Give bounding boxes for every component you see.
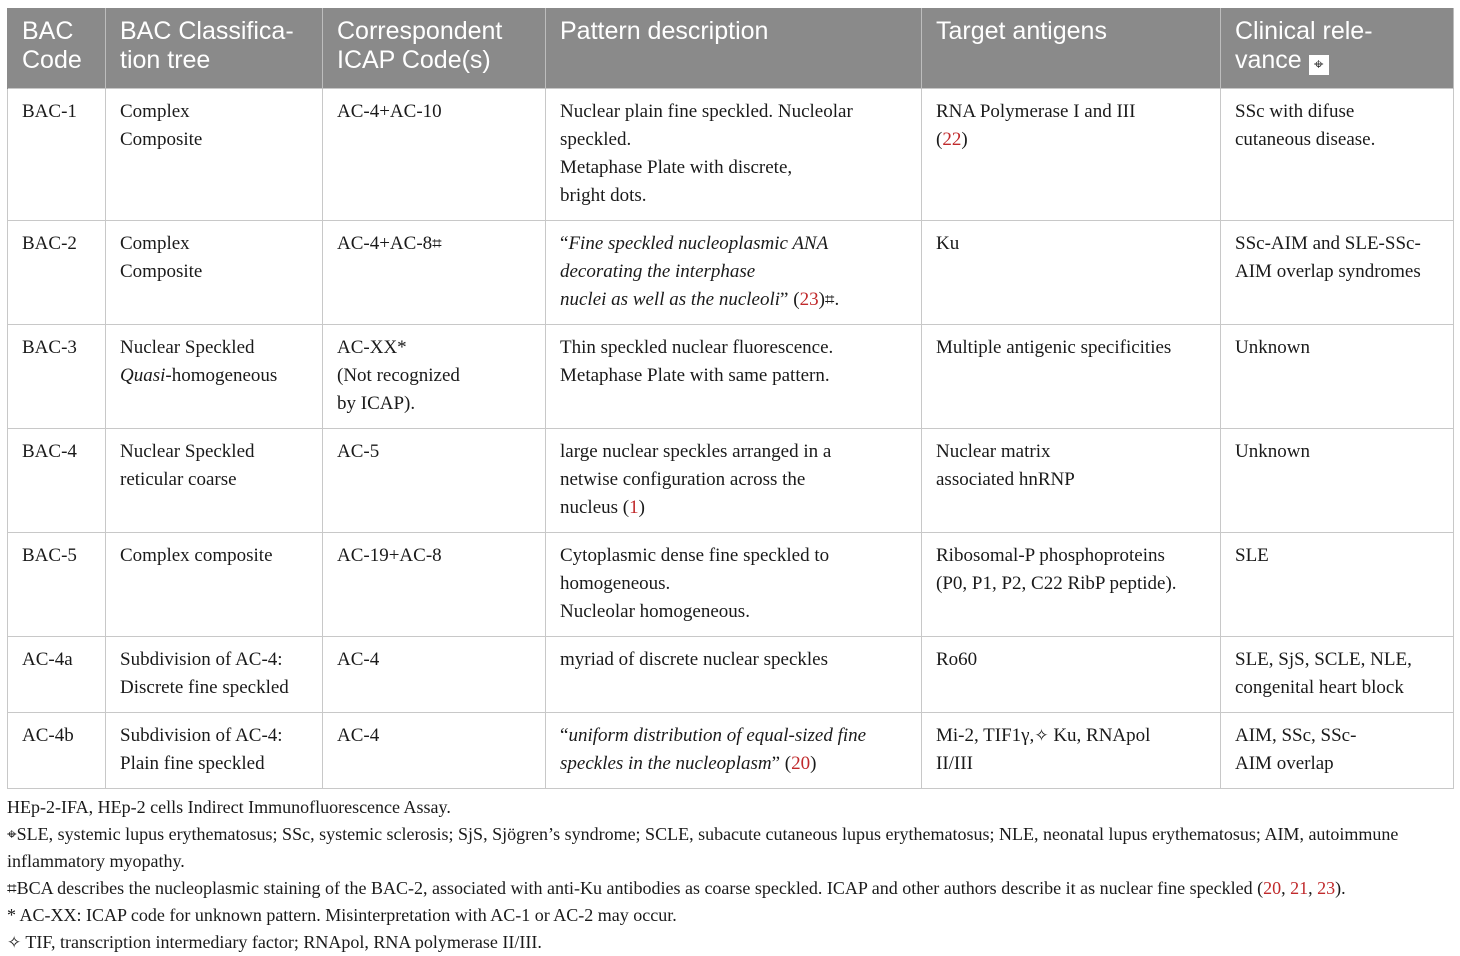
cell-code: BAC-1 bbox=[8, 89, 106, 221]
cell-antigens: Multiple antigenic specificities bbox=[922, 325, 1221, 429]
quote: “ bbox=[560, 725, 568, 746]
crosshair-icon: ⌖ bbox=[1309, 55, 1329, 75]
header-text: tion tree bbox=[120, 46, 210, 74]
paren: ) bbox=[810, 753, 816, 774]
header-text: Correspondent bbox=[337, 17, 502, 45]
quote: “ bbox=[560, 233, 568, 254]
cell-icap bbox=[323, 637, 546, 713]
cell-clinical: Unknown bbox=[1221, 429, 1454, 533]
reference-link[interactable]: 23 bbox=[1317, 878, 1335, 898]
cell-line: Mi-2, TIF1γ, bbox=[936, 725, 1034, 746]
crosshair-icon: ⌖ bbox=[7, 825, 17, 845]
reference-link[interactable]: 1 bbox=[629, 497, 639, 518]
cell-tree bbox=[106, 429, 323, 533]
table-row bbox=[8, 713, 1454, 789]
cell-icap bbox=[323, 325, 546, 429]
table-row bbox=[8, 325, 1454, 429]
cell-antigens bbox=[922, 533, 1221, 637]
cell-pattern bbox=[546, 637, 922, 713]
header-pattern-description bbox=[546, 8, 922, 89]
cell-line: associated hnRNP bbox=[936, 469, 1075, 490]
table-container bbox=[7, 8, 1453, 789]
cell-tree bbox=[106, 533, 323, 637]
cell-line: homogeneous. bbox=[560, 573, 670, 594]
cell-antigens bbox=[922, 713, 1221, 789]
cell-line: large nuclear speckles arranged in a bbox=[560, 441, 831, 462]
cell-line: (P0, P1, P2, C22 RibP peptide). bbox=[936, 573, 1177, 594]
cell-line: Nuclear matrix bbox=[936, 441, 1050, 462]
cell-code: BAC-3 bbox=[8, 325, 106, 429]
cell-icap bbox=[323, 89, 546, 221]
header-text: ICAP Code(s) bbox=[337, 46, 491, 74]
cell-line: AC-4+AC-8 bbox=[337, 233, 432, 254]
footnote-text: HEp-2-IFA, HEp-2 cells Indirect Immunofluorescence Assay. bbox=[7, 797, 451, 817]
paren: ) bbox=[819, 289, 825, 310]
grid-icon: ⌗ bbox=[432, 234, 442, 254]
header-text: Target antigens bbox=[936, 17, 1107, 45]
cell-code: AC-4a bbox=[8, 637, 106, 713]
table-row bbox=[8, 533, 1454, 637]
quote: ” ( bbox=[780, 289, 800, 310]
footnote-text: TIF, transcription intermediary factor; RNApol, RNA polymerase II/III. bbox=[21, 932, 542, 952]
reference-link[interactable]: 22 bbox=[942, 129, 961, 150]
cell-line: Nucleolar homogeneous. bbox=[560, 601, 750, 622]
cell-code: BAC-4 bbox=[8, 429, 106, 533]
footnote-text: * AC-XX: ICAP code for unknown pattern. Misinterpretation with AC-1 or AC-2 may occur. bbox=[7, 905, 677, 925]
cell-pattern bbox=[546, 325, 922, 429]
cell-antigens: Ro60 bbox=[922, 637, 1221, 713]
table-row bbox=[8, 637, 1454, 713]
table-row bbox=[8, 221, 1454, 325]
cell-line: (Not recognized bbox=[337, 365, 460, 386]
cell-line: Quasi bbox=[120, 365, 165, 386]
cell-line: Thin speckled nuclear fluorescence. bbox=[560, 337, 833, 358]
separator: , bbox=[1281, 878, 1290, 898]
cell-tree bbox=[106, 89, 323, 221]
cell-line: Metaphase Plate with same pattern. bbox=[560, 365, 830, 386]
cell-line: nuclei as well as the nucleoli bbox=[560, 289, 780, 310]
cell-line: AC-XX* bbox=[337, 337, 407, 358]
header-target-antigens bbox=[922, 8, 1221, 89]
cell-clinical: Unknown bbox=[1221, 325, 1454, 429]
sparkle-icon: ✧ bbox=[7, 933, 21, 953]
cell-line: AC-5 bbox=[337, 441, 379, 462]
cell-antigens bbox=[922, 89, 1221, 221]
cell-code: BAC-2 bbox=[8, 221, 106, 325]
cell-line: Nuclear Speckled bbox=[120, 441, 255, 462]
cell-line: -homogeneous bbox=[165, 365, 277, 386]
table-footnotes bbox=[7, 794, 1453, 956]
cell-clinical bbox=[1221, 221, 1454, 325]
cell-icap bbox=[323, 533, 546, 637]
cell-line: Nuclear Speckled bbox=[120, 337, 255, 358]
cell-line: SSc-AIM and SLE-SSc- bbox=[1235, 233, 1421, 254]
grid-icon: ⌗ bbox=[7, 879, 17, 899]
bac-classification-table bbox=[7, 8, 1454, 789]
cell-icap bbox=[323, 221, 546, 325]
cell-line: AIM overlap syndromes bbox=[1235, 261, 1421, 282]
reference-link[interactable]: 20 bbox=[1263, 878, 1281, 898]
cell-line: Subdivision of AC-4: bbox=[120, 725, 283, 746]
cell-icap bbox=[323, 429, 546, 533]
header-text: BAC Classifica- bbox=[120, 17, 294, 45]
cell-clinical: SLE bbox=[1221, 533, 1454, 637]
cell-line: Plain fine speckled bbox=[120, 753, 265, 774]
cell-line: Ribosomal-P phosphoproteins bbox=[936, 545, 1165, 566]
cell-line: AC-4 bbox=[337, 725, 379, 746]
header-text: BAC bbox=[22, 17, 73, 45]
footnote bbox=[7, 794, 1453, 821]
footnote-text: inflammatory myopathy. bbox=[7, 851, 185, 871]
paren: ) bbox=[639, 497, 645, 518]
header-bac-code bbox=[8, 8, 106, 89]
cell-line: SLE, SjS, SCLE, NLE, bbox=[1235, 649, 1412, 670]
cell-line: by ICAP). bbox=[337, 393, 415, 414]
cell-line: AC-4 bbox=[337, 649, 379, 670]
paren: ). bbox=[1335, 878, 1346, 898]
cell-tree bbox=[106, 325, 323, 429]
footnote bbox=[7, 902, 1453, 929]
footnote-text: BCA describes the nucleoplasmic staining of the BAC-2, associated with anti-Ku antibodies as coarse speckled. ICAP and other authors describe it as nuclear fine speckled ( bbox=[17, 878, 1264, 898]
table-header-row bbox=[8, 8, 1454, 89]
cell-pattern bbox=[546, 713, 922, 789]
header-text: vance bbox=[1235, 46, 1302, 74]
footnote bbox=[7, 929, 1453, 956]
cell-antigens: Ku bbox=[922, 221, 1221, 325]
cell-pattern bbox=[546, 221, 922, 325]
period: . bbox=[834, 289, 839, 310]
cell-tree bbox=[106, 221, 323, 325]
separator: , bbox=[1308, 878, 1317, 898]
cell-line: Fine speckled nucleoplasmic ANA bbox=[568, 233, 828, 254]
header-text: Pattern description bbox=[560, 17, 768, 45]
cell-line: decorating the interphase bbox=[560, 261, 755, 282]
grid-icon: ⌗ bbox=[825, 290, 835, 310]
cell-pattern bbox=[546, 429, 922, 533]
cell-line: bright dots. bbox=[560, 185, 647, 206]
quote: ” ( bbox=[772, 753, 792, 774]
paren: ) bbox=[961, 129, 967, 150]
cell-icap bbox=[323, 713, 546, 789]
cell-line: Composite bbox=[120, 261, 202, 282]
header-text: Clinical rele- bbox=[1235, 17, 1373, 45]
cell-clinical bbox=[1221, 89, 1454, 221]
cell-line: congenital heart block bbox=[1235, 677, 1404, 698]
header-icap-codes bbox=[323, 8, 546, 89]
cell-line: AC-4+AC-10 bbox=[337, 101, 442, 122]
reference-link[interactable]: 23 bbox=[800, 289, 819, 310]
cell-tree bbox=[106, 713, 323, 789]
cell-line: AC-19+AC-8 bbox=[337, 545, 442, 566]
footnote-text: SLE, systemic lupus erythematosus; SSc, systemic sclerosis; SjS, Sjögren’s syndrome; SCLE, subacute cutaneous lupus erythematosus; NLE, neonatal lupus erythematosus; AIM, autoimmune bbox=[17, 824, 1399, 844]
cell-line: Subdivision of AC-4: bbox=[120, 649, 283, 670]
cell-line: II/III bbox=[936, 753, 973, 774]
cell-line: reticular coarse bbox=[120, 469, 237, 490]
cell-line: nucleus ( bbox=[560, 497, 629, 518]
cell-code: BAC-5 bbox=[8, 533, 106, 637]
reference-link[interactable]: 20 bbox=[791, 753, 810, 774]
cell-line: Metaphase Plate with discrete, bbox=[560, 157, 792, 178]
cell-line: myriad of discrete nuclear speckles bbox=[560, 649, 828, 670]
header-classification-tree bbox=[106, 8, 323, 89]
table-row bbox=[8, 429, 1454, 533]
cell-line: Cytoplasmic dense fine speckled to bbox=[560, 545, 829, 566]
cell-line: speckles in the nucleoplasm bbox=[560, 753, 772, 774]
cell-antigens bbox=[922, 429, 1221, 533]
cell-line: Complex bbox=[120, 101, 190, 122]
cell-clinical bbox=[1221, 713, 1454, 789]
cell-tree bbox=[106, 637, 323, 713]
header-text: Code bbox=[22, 46, 82, 74]
cell-line: Composite bbox=[120, 129, 202, 150]
cell-line: speckled. bbox=[560, 129, 631, 150]
footnote bbox=[7, 821, 1453, 875]
cell-pattern bbox=[546, 89, 922, 221]
cell-line: Ku, RNApol bbox=[1049, 725, 1151, 746]
sparkle-icon: ✧ bbox=[1034, 726, 1048, 746]
cell-clinical bbox=[1221, 637, 1454, 713]
footnote bbox=[7, 875, 1453, 903]
header-clinical-relevance bbox=[1221, 8, 1454, 89]
cell-line: Discrete fine speckled bbox=[120, 677, 289, 698]
cell-pattern bbox=[546, 533, 922, 637]
cell-line: Complex composite bbox=[120, 545, 273, 566]
cell-line: SSc with difuse bbox=[1235, 101, 1354, 122]
table-row bbox=[8, 89, 1454, 221]
cell-line: AIM overlap bbox=[1235, 753, 1334, 774]
cell-line: uniform distribution of equal-sized fine bbox=[568, 725, 866, 746]
reference-link[interactable]: 21 bbox=[1290, 878, 1308, 898]
cell-line: Nuclear plain fine speckled. Nucleolar bbox=[560, 101, 853, 122]
cell-line: Complex bbox=[120, 233, 190, 254]
cell-line: AIM, SSc, SSc- bbox=[1235, 725, 1356, 746]
cell-line: cutaneous disease. bbox=[1235, 129, 1375, 150]
cell-line: netwise configuration across the bbox=[560, 469, 805, 490]
paren: ( bbox=[936, 129, 942, 150]
cell-code: AC-4b bbox=[8, 713, 106, 789]
cell-line: RNA Polymerase I and III bbox=[936, 101, 1135, 122]
